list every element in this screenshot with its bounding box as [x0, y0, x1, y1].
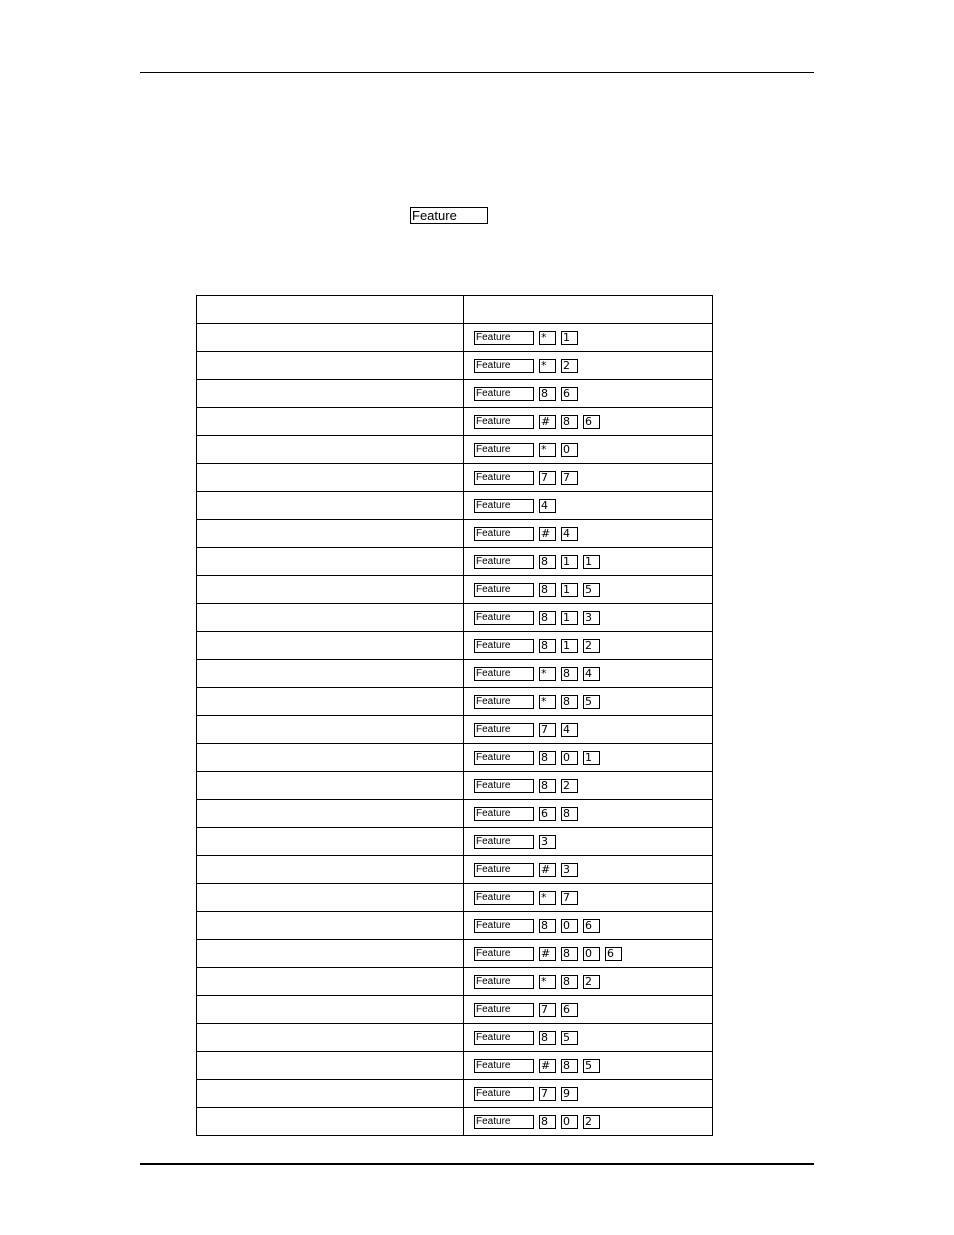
feature-key: Feature [474, 555, 534, 569]
key-sequence [474, 1087, 712, 1101]
dial-key: * [539, 359, 556, 373]
dial-key: 8 [539, 919, 556, 933]
feature-name-cell [197, 912, 464, 940]
table-row [197, 940, 713, 968]
dial-key: 8 [561, 1059, 578, 1073]
feature-key: Feature [474, 807, 534, 821]
dial-key: 8 [561, 415, 578, 429]
dial-key: 7 [561, 891, 578, 905]
dial-key: 6 [583, 415, 600, 429]
dial-key: 0 [561, 751, 578, 765]
feature-name-cell [197, 1108, 464, 1136]
feature-key: Feature [474, 751, 534, 765]
feature-code-cell [464, 548, 713, 576]
feature-key: Feature [474, 331, 534, 345]
feature-key: Feature [474, 1003, 534, 1017]
feature-key: Feature [474, 891, 534, 905]
feature-code-cell [464, 772, 713, 800]
dial-key: 7 [539, 1003, 556, 1017]
key-sequence [474, 471, 712, 485]
key-sequence [474, 1003, 712, 1017]
dial-key: 2 [561, 779, 578, 793]
feature-name-cell [197, 324, 464, 352]
feature-code-cell [464, 1108, 713, 1136]
key-sequence [474, 919, 712, 933]
key-sequence [474, 667, 712, 681]
feature-name-cell [197, 660, 464, 688]
dial-key: 1 [561, 583, 578, 597]
feature-code-cell [464, 716, 713, 744]
feature-name-cell [197, 828, 464, 856]
feature-code-cell [464, 1024, 713, 1052]
dial-key: 2 [583, 975, 600, 989]
footer-rule [140, 1163, 814, 1165]
dial-key: 7 [539, 723, 556, 737]
feature-code-cell [464, 632, 713, 660]
feature-key: Feature [474, 835, 534, 849]
dial-key: * [539, 331, 556, 345]
key-sequence [474, 359, 712, 373]
table-row [197, 464, 713, 492]
dial-key: 4 [539, 499, 556, 513]
dial-key: # [539, 527, 556, 541]
feature-name-cell [197, 520, 464, 548]
feature-code-cell [464, 828, 713, 856]
feature-name-cell [197, 1024, 464, 1052]
feature-name-cell [197, 744, 464, 772]
table-row [197, 1080, 713, 1108]
feature-name-cell [197, 436, 464, 464]
dial-key: 3 [539, 835, 556, 849]
dial-key: 0 [561, 919, 578, 933]
dial-key: 2 [561, 359, 578, 373]
feature-key: Feature [474, 667, 534, 681]
dial-key: 4 [561, 723, 578, 737]
feature-code-cell [464, 352, 713, 380]
dial-key: 8 [561, 667, 578, 681]
feature-code-cell [464, 324, 713, 352]
dial-key: 6 [561, 1003, 578, 1017]
key-sequence [474, 975, 712, 989]
feature-key: Feature [474, 359, 534, 373]
table-row [197, 884, 713, 912]
table-row [197, 576, 713, 604]
dial-key: 8 [539, 751, 556, 765]
key-sequence [474, 387, 712, 401]
key-sequence [474, 1031, 712, 1045]
table-row [197, 324, 713, 352]
key-sequence [474, 863, 712, 877]
dial-key: 5 [583, 695, 600, 709]
dial-key: 2 [583, 639, 600, 653]
feature-key: Feature [474, 583, 534, 597]
dial-key: * [539, 975, 556, 989]
feature-name-cell [197, 632, 464, 660]
feature-name-cell [197, 548, 464, 576]
table-row [197, 856, 713, 884]
table-row [197, 1052, 713, 1080]
key-sequence [474, 555, 712, 569]
key-sequence [474, 415, 712, 429]
feature-code-cell [464, 856, 713, 884]
key-sequence [474, 807, 712, 821]
dial-key: 4 [583, 667, 600, 681]
feature-code-cell [464, 576, 713, 604]
feature-key: Feature [474, 387, 534, 401]
feature-key: Feature [474, 723, 534, 737]
feature-name-cell [197, 408, 464, 436]
key-sequence [474, 835, 712, 849]
table-row [197, 632, 713, 660]
feature-name-cell [197, 716, 464, 744]
feature-key: Feature [474, 695, 534, 709]
dial-key: 8 [561, 975, 578, 989]
table-row [197, 744, 713, 772]
table-row [197, 1108, 713, 1136]
feature-code-cell [464, 380, 713, 408]
dial-key: 8 [561, 807, 578, 821]
feature-key: Feature [474, 1087, 534, 1101]
table-row [197, 660, 713, 688]
feature-name-cell [197, 1080, 464, 1108]
dial-key: 3 [561, 863, 578, 877]
table-row [197, 912, 713, 940]
dial-key: 6 [583, 919, 600, 933]
dial-key: 1 [583, 555, 600, 569]
dial-key: 4 [561, 527, 578, 541]
table-row [197, 352, 713, 380]
feature-name-cell [197, 996, 464, 1024]
feature-code-cell [464, 660, 713, 688]
feature-code-table [196, 295, 713, 1136]
dial-key: 5 [561, 1031, 578, 1045]
dial-key: 1 [561, 639, 578, 653]
feature-name-cell [197, 576, 464, 604]
dial-key: 8 [561, 947, 578, 961]
feature-code-cell [464, 604, 713, 632]
dial-key: * [539, 891, 556, 905]
feature-code-cell [464, 744, 713, 772]
table-row [197, 604, 713, 632]
feature-key: Feature [474, 611, 534, 625]
feature-code-cell [464, 408, 713, 436]
table-row [197, 408, 713, 436]
feature-key: Feature [474, 947, 534, 961]
dial-key: # [539, 415, 556, 429]
feature-name-cell [197, 1052, 464, 1080]
key-sequence [474, 751, 712, 765]
table-row [197, 380, 713, 408]
dial-key: # [539, 863, 556, 877]
dial-key: 7 [561, 471, 578, 485]
dial-key: 3 [583, 611, 600, 625]
feature-code-cell [464, 436, 713, 464]
key-sequence [474, 1115, 712, 1129]
dial-key: * [539, 695, 556, 709]
feature-code-cell [464, 688, 713, 716]
dial-key: 0 [561, 1115, 578, 1129]
feature-name-cell [197, 492, 464, 520]
feature-key: Feature [474, 863, 534, 877]
dial-key: 6 [605, 947, 622, 961]
key-sequence [474, 331, 712, 345]
dial-key: 8 [539, 611, 556, 625]
dial-key: 1 [561, 331, 578, 345]
table-row [197, 828, 713, 856]
table-row [197, 968, 713, 996]
feature-name-cell [197, 940, 464, 968]
feature-code-cell [464, 912, 713, 940]
table-row [197, 716, 713, 744]
feature-code-cell [464, 1080, 713, 1108]
table-row [197, 772, 713, 800]
table-row [197, 436, 713, 464]
dial-key: 0 [583, 947, 600, 961]
dial-key: 8 [561, 695, 578, 709]
feature-key: Feature [474, 975, 534, 989]
dial-key: * [539, 443, 556, 457]
dial-key: 8 [539, 387, 556, 401]
feature-name-cell [197, 604, 464, 632]
header-cell-feature [197, 296, 464, 324]
feature-key-label: Feature [410, 207, 488, 224]
feature-code-cell [464, 800, 713, 828]
table-row [197, 688, 713, 716]
dial-key: 5 [583, 1059, 600, 1073]
feature-code-cell [464, 996, 713, 1024]
key-sequence [474, 1059, 712, 1073]
feature-code-cell [464, 464, 713, 492]
dial-key: 1 [561, 611, 578, 625]
dial-key: 8 [539, 1115, 556, 1129]
feature-name-cell [197, 688, 464, 716]
key-sequence [474, 611, 712, 625]
dial-key: 9 [561, 1087, 578, 1101]
feature-key: Feature [474, 1115, 534, 1129]
feature-name-cell [197, 772, 464, 800]
dial-key: 8 [539, 555, 556, 569]
key-sequence [474, 891, 712, 905]
feature-name-cell [197, 380, 464, 408]
feature-name-cell [197, 352, 464, 380]
dial-key: 8 [539, 583, 556, 597]
dial-key: 0 [561, 443, 578, 457]
feature-key: Feature [474, 919, 534, 933]
dial-key: 6 [561, 387, 578, 401]
table-row [197, 520, 713, 548]
dial-key: 1 [561, 555, 578, 569]
dial-key: # [539, 1059, 556, 1073]
key-sequence [474, 527, 712, 541]
key-sequence [474, 695, 712, 709]
feature-key: Feature [474, 471, 534, 485]
key-sequence [474, 779, 712, 793]
feature-key: Feature [474, 1059, 534, 1073]
feature-key: Feature [474, 499, 534, 513]
key-sequence [474, 723, 712, 737]
feature-code-cell [464, 940, 713, 968]
table-row [197, 1024, 713, 1052]
key-sequence [474, 443, 712, 457]
table-row [197, 492, 713, 520]
dial-key: 6 [539, 807, 556, 821]
dial-key: 8 [539, 1031, 556, 1045]
feature-key: Feature [474, 639, 534, 653]
feature-name-cell [197, 856, 464, 884]
table-row [197, 548, 713, 576]
key-sequence [474, 947, 712, 961]
dial-key: 7 [539, 471, 556, 485]
feature-name-cell [197, 800, 464, 828]
feature-key: Feature [474, 443, 534, 457]
header-cell-code [464, 296, 713, 324]
feature-code-cell [464, 884, 713, 912]
dial-key: 8 [539, 639, 556, 653]
table-row [197, 996, 713, 1024]
dial-key: 8 [539, 779, 556, 793]
feature-code-cell [464, 968, 713, 996]
table-header-row [197, 296, 713, 324]
dial-key: 7 [539, 1087, 556, 1101]
feature-code-cell [464, 1052, 713, 1080]
feature-name-cell [197, 464, 464, 492]
key-sequence [474, 499, 712, 513]
table-row [197, 800, 713, 828]
key-sequence [474, 639, 712, 653]
feature-key: Feature [474, 1031, 534, 1045]
key-sequence [474, 583, 712, 597]
dial-key: * [539, 667, 556, 681]
feature-key: Feature [474, 527, 534, 541]
feature-name-cell [197, 884, 464, 912]
feature-name-cell [197, 968, 464, 996]
dial-key: 1 [583, 751, 600, 765]
header-rule [140, 72, 814, 73]
dial-key: 5 [583, 583, 600, 597]
feature-code-cell [464, 520, 713, 548]
feature-key: Feature [474, 415, 534, 429]
dial-key: # [539, 947, 556, 961]
dial-key: 2 [583, 1115, 600, 1129]
feature-key: Feature [474, 779, 534, 793]
feature-code-cell [464, 492, 713, 520]
